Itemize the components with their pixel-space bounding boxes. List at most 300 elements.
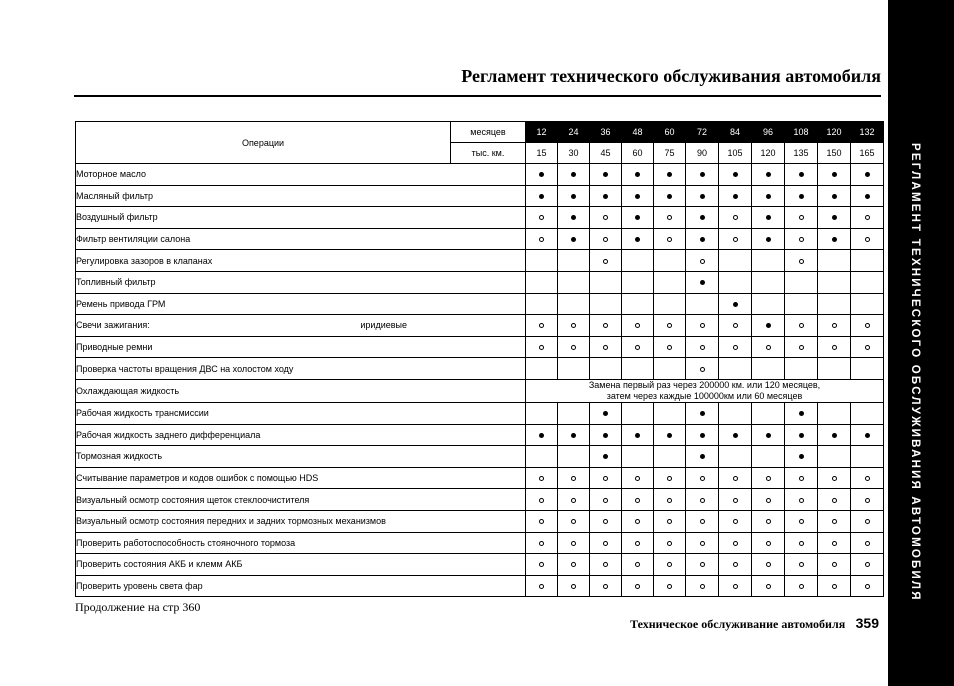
open-circle-icon <box>799 519 804 524</box>
open-circle-icon <box>733 541 738 546</box>
open-circle-icon <box>700 345 705 350</box>
schedule-cell <box>719 207 752 229</box>
schedule-cell <box>785 185 818 207</box>
schedule-cell <box>654 250 686 272</box>
schedule-cell <box>686 489 719 511</box>
operation-label: Воздушный фильтр <box>76 212 158 223</box>
open-circle-icon <box>766 562 771 567</box>
open-circle-icon <box>799 323 804 328</box>
schedule-cell <box>686 446 719 468</box>
operation-name <box>76 446 526 468</box>
operation-name <box>76 510 526 532</box>
schedule-cell <box>785 271 818 293</box>
schedule-cell <box>590 164 622 186</box>
open-circle-icon <box>603 519 608 524</box>
open-circle-icon <box>603 476 608 481</box>
open-circle-icon <box>603 345 608 350</box>
schedule-cell <box>526 358 558 380</box>
schedule-cell <box>719 336 752 358</box>
filled-circle-icon <box>766 433 771 438</box>
schedule-cell <box>752 532 785 554</box>
operation-name <box>76 228 526 250</box>
open-circle-icon <box>635 476 640 481</box>
filled-circle-icon <box>799 411 804 416</box>
open-circle-icon <box>539 237 544 242</box>
table-row <box>76 532 884 554</box>
schedule-cell <box>851 532 884 554</box>
open-circle-icon <box>667 345 672 350</box>
page-footer <box>630 615 879 633</box>
interval-km-cell: 150 <box>818 143 851 164</box>
schedule-cell <box>719 575 752 597</box>
open-circle-icon <box>539 345 544 350</box>
schedule-cell <box>654 554 686 576</box>
table-row <box>76 510 884 532</box>
open-circle-icon <box>799 562 804 567</box>
schedule-cell <box>590 575 622 597</box>
table-row <box>76 402 884 424</box>
schedule-cell <box>785 336 818 358</box>
open-circle-icon <box>799 476 804 481</box>
operation-name <box>76 250 526 272</box>
operation-label: Моторное масло <box>76 169 146 180</box>
interval-months-cell: 120 <box>818 122 851 143</box>
interval-months-cell: 132 <box>851 122 884 143</box>
schedule-cell <box>622 164 654 186</box>
schedule-cell <box>818 164 851 186</box>
table-body <box>76 122 884 597</box>
note-line: затем через каждые 100000км или 60 месяцев <box>606 390 803 401</box>
operation-name <box>76 379 526 402</box>
schedule-cell <box>851 489 884 511</box>
schedule-cell <box>851 164 884 186</box>
schedule-cell <box>719 293 752 315</box>
schedule-cell <box>654 532 686 554</box>
table-row <box>76 250 884 272</box>
schedule-cell <box>558 315 590 337</box>
operation-name <box>76 164 526 186</box>
schedule-cell <box>622 532 654 554</box>
schedule-cell <box>752 575 785 597</box>
schedule-cell <box>785 532 818 554</box>
filled-circle-icon <box>700 172 705 177</box>
schedule-cell <box>622 207 654 229</box>
schedule-cell <box>818 315 851 337</box>
interval-months-cell: 36 <box>590 122 622 143</box>
operation-name <box>76 402 526 424</box>
table-row <box>76 315 884 337</box>
schedule-cell <box>686 575 719 597</box>
open-circle-icon <box>635 345 640 350</box>
open-circle-icon <box>865 541 870 546</box>
schedule-cell <box>558 489 590 511</box>
schedule-cell <box>818 446 851 468</box>
open-circle-icon <box>799 345 804 350</box>
schedule-cell <box>752 250 785 272</box>
schedule-cell <box>785 228 818 250</box>
table-row <box>76 293 884 315</box>
open-circle-icon <box>700 519 705 524</box>
open-circle-icon <box>603 584 608 589</box>
open-circle-icon <box>733 584 738 589</box>
schedule-cell <box>622 489 654 511</box>
filled-circle-icon <box>635 237 640 242</box>
schedule-cell <box>719 554 752 576</box>
table-row <box>76 336 884 358</box>
open-circle-icon <box>832 345 837 350</box>
open-circle-icon <box>766 498 771 503</box>
schedule-cell <box>686 185 719 207</box>
open-circle-icon <box>700 323 705 328</box>
open-circle-icon <box>571 476 576 481</box>
schedule-cell <box>686 532 719 554</box>
filled-circle-icon <box>832 194 837 199</box>
schedule-cell <box>851 228 884 250</box>
table-row <box>76 554 884 576</box>
schedule-cell <box>686 164 719 186</box>
schedule-cell <box>818 510 851 532</box>
schedule-cell <box>654 424 686 446</box>
open-circle-icon <box>733 323 738 328</box>
open-circle-icon <box>700 367 705 372</box>
schedule-cell <box>719 446 752 468</box>
schedule-cell <box>752 510 785 532</box>
open-circle-icon <box>766 584 771 589</box>
open-circle-icon <box>865 215 870 220</box>
filled-circle-icon <box>700 433 705 438</box>
schedule-cell <box>752 164 785 186</box>
open-circle-icon <box>667 519 672 524</box>
schedule-cell <box>558 575 590 597</box>
open-circle-icon <box>733 345 738 350</box>
schedule-cell <box>558 207 590 229</box>
schedule-cell <box>558 250 590 272</box>
operation-name <box>76 489 526 511</box>
filled-circle-icon <box>571 237 576 242</box>
open-circle-icon <box>832 476 837 481</box>
operation-label: Свечи зажигания: <box>76 320 150 331</box>
schedule-cell <box>785 446 818 468</box>
open-circle-icon <box>766 476 771 481</box>
open-circle-icon <box>799 215 804 220</box>
open-circle-icon <box>832 541 837 546</box>
open-circle-icon <box>832 584 837 589</box>
open-circle-icon <box>539 323 544 328</box>
schedule-cell <box>654 575 686 597</box>
filled-circle-icon <box>865 172 870 177</box>
filled-circle-icon <box>799 433 804 438</box>
schedule-cell <box>558 467 590 489</box>
operation-label: Проверить работоспособность стояночного тормоза <box>76 537 296 548</box>
open-circle-icon <box>603 498 608 503</box>
open-circle-icon <box>865 562 870 567</box>
operation-name <box>76 575 526 597</box>
open-circle-icon <box>571 498 576 503</box>
filled-circle-icon <box>571 172 576 177</box>
schedule-cell <box>719 271 752 293</box>
operation-label: Топливный фильтр <box>76 277 156 288</box>
open-circle-icon <box>733 476 738 481</box>
open-circle-icon <box>603 237 608 242</box>
schedule-cell <box>526 250 558 272</box>
schedule-cell <box>622 185 654 207</box>
interval-months-cell: 48 <box>622 122 654 143</box>
schedule-cell <box>818 402 851 424</box>
operation-name <box>76 185 526 207</box>
schedule-cell <box>785 207 818 229</box>
schedule-cell <box>526 510 558 532</box>
filled-circle-icon <box>733 433 738 438</box>
open-circle-icon <box>832 323 837 328</box>
filled-circle-icon <box>799 172 804 177</box>
open-circle-icon <box>865 584 870 589</box>
schedule-cell <box>558 185 590 207</box>
schedule-cell <box>590 532 622 554</box>
open-circle-icon <box>832 498 837 503</box>
open-circle-icon <box>539 476 544 481</box>
filled-circle-icon <box>766 323 771 328</box>
schedule-cell <box>818 228 851 250</box>
schedule-cell <box>686 554 719 576</box>
schedule-cell <box>654 228 686 250</box>
schedule-cell <box>558 358 590 380</box>
operation-label: Рабочая жидкость заднего дифференциала <box>76 429 261 440</box>
interval-km-cell: 45 <box>590 143 622 164</box>
schedule-cell <box>851 185 884 207</box>
open-circle-icon <box>799 584 804 589</box>
schedule-cell <box>851 336 884 358</box>
open-circle-icon <box>635 323 640 328</box>
schedule-cell <box>590 554 622 576</box>
filled-circle-icon <box>733 194 738 199</box>
open-circle-icon <box>603 323 608 328</box>
filled-circle-icon <box>539 172 544 177</box>
open-circle-icon <box>865 237 870 242</box>
note-line: Замена первый раз через 200000 км. или 120 месяцев, <box>588 379 821 390</box>
schedule-cell <box>622 250 654 272</box>
schedule-cell <box>590 250 622 272</box>
schedule-cell <box>526 424 558 446</box>
filled-circle-icon <box>700 280 705 285</box>
filled-circle-icon <box>700 454 705 459</box>
open-circle-icon <box>799 237 804 242</box>
schedule-cell <box>558 336 590 358</box>
table-row <box>76 467 884 489</box>
open-circle-icon <box>700 562 705 567</box>
filled-circle-icon <box>539 433 544 438</box>
filled-circle-icon <box>766 215 771 220</box>
schedule-cell <box>558 554 590 576</box>
schedule-cell <box>818 489 851 511</box>
filled-circle-icon <box>571 433 576 438</box>
open-circle-icon <box>571 345 576 350</box>
schedule-cell <box>752 402 785 424</box>
schedule-cell <box>654 293 686 315</box>
schedule-cell <box>851 446 884 468</box>
schedule-cell <box>851 424 884 446</box>
schedule-cell <box>719 185 752 207</box>
operation-label: Визуальный осмотр состояния щеток стеклоочистителя <box>76 494 310 505</box>
schedule-cell <box>622 554 654 576</box>
schedule-cell <box>558 293 590 315</box>
filled-circle-icon <box>766 172 771 177</box>
open-circle-icon <box>733 498 738 503</box>
operation-label: Считывание параметров и кодов ошибок с помощью HDS <box>76 473 319 484</box>
operation-name <box>76 271 526 293</box>
table-row <box>76 207 884 229</box>
schedule-cell <box>686 271 719 293</box>
schedule-cell <box>785 467 818 489</box>
schedule-cell <box>654 402 686 424</box>
months-label: месяцев <box>451 122 526 143</box>
open-circle-icon <box>865 476 870 481</box>
filled-circle-icon <box>700 194 705 199</box>
open-circle-icon <box>667 237 672 242</box>
open-circle-icon <box>766 519 771 524</box>
open-circle-icon <box>799 259 804 264</box>
operation-name <box>76 207 526 229</box>
open-circle-icon <box>700 476 705 481</box>
schedule-cell <box>818 575 851 597</box>
schedule-cell <box>785 358 818 380</box>
filled-circle-icon <box>635 194 640 199</box>
schedule-cell <box>622 358 654 380</box>
schedule-cell <box>526 207 558 229</box>
schedule-cell <box>851 575 884 597</box>
filled-circle-icon <box>571 215 576 220</box>
schedule-cell <box>622 228 654 250</box>
schedule-cell <box>590 336 622 358</box>
schedule-cell <box>752 554 785 576</box>
schedule-cell <box>719 424 752 446</box>
operation-label: Фильтр вентиляции салона <box>76 234 191 245</box>
filled-circle-icon <box>766 194 771 199</box>
schedule-cell <box>785 489 818 511</box>
operation-label: Проверить уровень света фар <box>76 580 203 591</box>
schedule-cell <box>752 446 785 468</box>
interval-km-cell: 30 <box>558 143 590 164</box>
page-title: Регламент технического обслуживания автомобиля <box>461 66 881 86</box>
interval-months-cell: 108 <box>785 122 818 143</box>
interval-km-cell: 120 <box>752 143 785 164</box>
open-circle-icon <box>667 541 672 546</box>
open-circle-icon <box>832 562 837 567</box>
schedule-cell <box>719 358 752 380</box>
schedule-cell <box>526 164 558 186</box>
schedule-cell <box>622 315 654 337</box>
schedule-cell <box>851 315 884 337</box>
schedule-cell <box>752 358 785 380</box>
schedule-cell <box>785 315 818 337</box>
page-number: 359 <box>855 615 879 631</box>
filled-circle-icon <box>865 433 870 438</box>
schedule-cell <box>526 467 558 489</box>
filled-circle-icon <box>733 302 738 307</box>
schedule-cell <box>719 510 752 532</box>
schedule-cell <box>526 489 558 511</box>
interval-km-cell: 135 <box>785 143 818 164</box>
schedule-cell <box>558 510 590 532</box>
schedule-cell <box>526 293 558 315</box>
schedule-cell <box>719 250 752 272</box>
table-row <box>76 228 884 250</box>
schedule-cell <box>558 402 590 424</box>
schedule-cell <box>785 575 818 597</box>
schedule-cell <box>590 402 622 424</box>
schedule-cell <box>752 336 785 358</box>
header-row-months <box>76 122 884 143</box>
schedule-cell <box>590 293 622 315</box>
table-row <box>76 271 884 293</box>
schedule-cell <box>752 207 785 229</box>
schedule-cell <box>558 532 590 554</box>
open-circle-icon <box>733 519 738 524</box>
schedule-cell <box>590 207 622 229</box>
operation-label: Визуальный осмотр состояния передних и задних тормозных механизмов <box>76 516 386 527</box>
continuation-note: Продолжение на стр 360 <box>75 600 201 614</box>
coolant-note <box>526 379 884 402</box>
interval-months-cell: 12 <box>526 122 558 143</box>
schedule-cell <box>719 228 752 250</box>
filled-circle-icon <box>603 454 608 459</box>
open-circle-icon <box>571 562 576 567</box>
schedule-cell <box>590 185 622 207</box>
operation-name <box>76 293 526 315</box>
schedule-cell <box>622 271 654 293</box>
filled-circle-icon <box>603 172 608 177</box>
interval-km-cell: 165 <box>851 143 884 164</box>
filled-circle-icon <box>766 237 771 242</box>
schedule-cell <box>654 207 686 229</box>
schedule-cell <box>622 293 654 315</box>
schedule-cell <box>590 446 622 468</box>
schedule-cell <box>526 315 558 337</box>
open-circle-icon <box>733 215 738 220</box>
open-circle-icon <box>539 541 544 546</box>
maintenance-table <box>75 121 884 597</box>
interval-months-cell: 84 <box>719 122 752 143</box>
schedule-cell <box>686 293 719 315</box>
schedule-cell <box>686 336 719 358</box>
schedule-cell <box>752 271 785 293</box>
schedule-cell <box>526 185 558 207</box>
schedule-cell <box>851 293 884 315</box>
schedule-cell <box>590 467 622 489</box>
schedule-cell <box>622 575 654 597</box>
schedule-cell <box>654 336 686 358</box>
filled-circle-icon <box>539 194 544 199</box>
filled-circle-icon <box>603 194 608 199</box>
schedule-cell <box>686 358 719 380</box>
filled-circle-icon <box>700 411 705 416</box>
operation-label: Охлаждающая жидкость <box>76 385 180 396</box>
schedule-cell <box>590 228 622 250</box>
schedule-cell <box>785 250 818 272</box>
schedule-cell <box>686 402 719 424</box>
table-row <box>76 164 884 186</box>
open-circle-icon <box>635 541 640 546</box>
operation-subtype: иридиевые <box>360 320 407 331</box>
schedule-cell <box>818 424 851 446</box>
schedule-cell <box>654 164 686 186</box>
open-circle-icon <box>700 541 705 546</box>
table-row <box>76 424 884 446</box>
schedule-cell <box>752 293 785 315</box>
open-circle-icon <box>571 519 576 524</box>
open-circle-icon <box>603 562 608 567</box>
open-circle-icon <box>865 519 870 524</box>
schedule-cell <box>785 164 818 186</box>
